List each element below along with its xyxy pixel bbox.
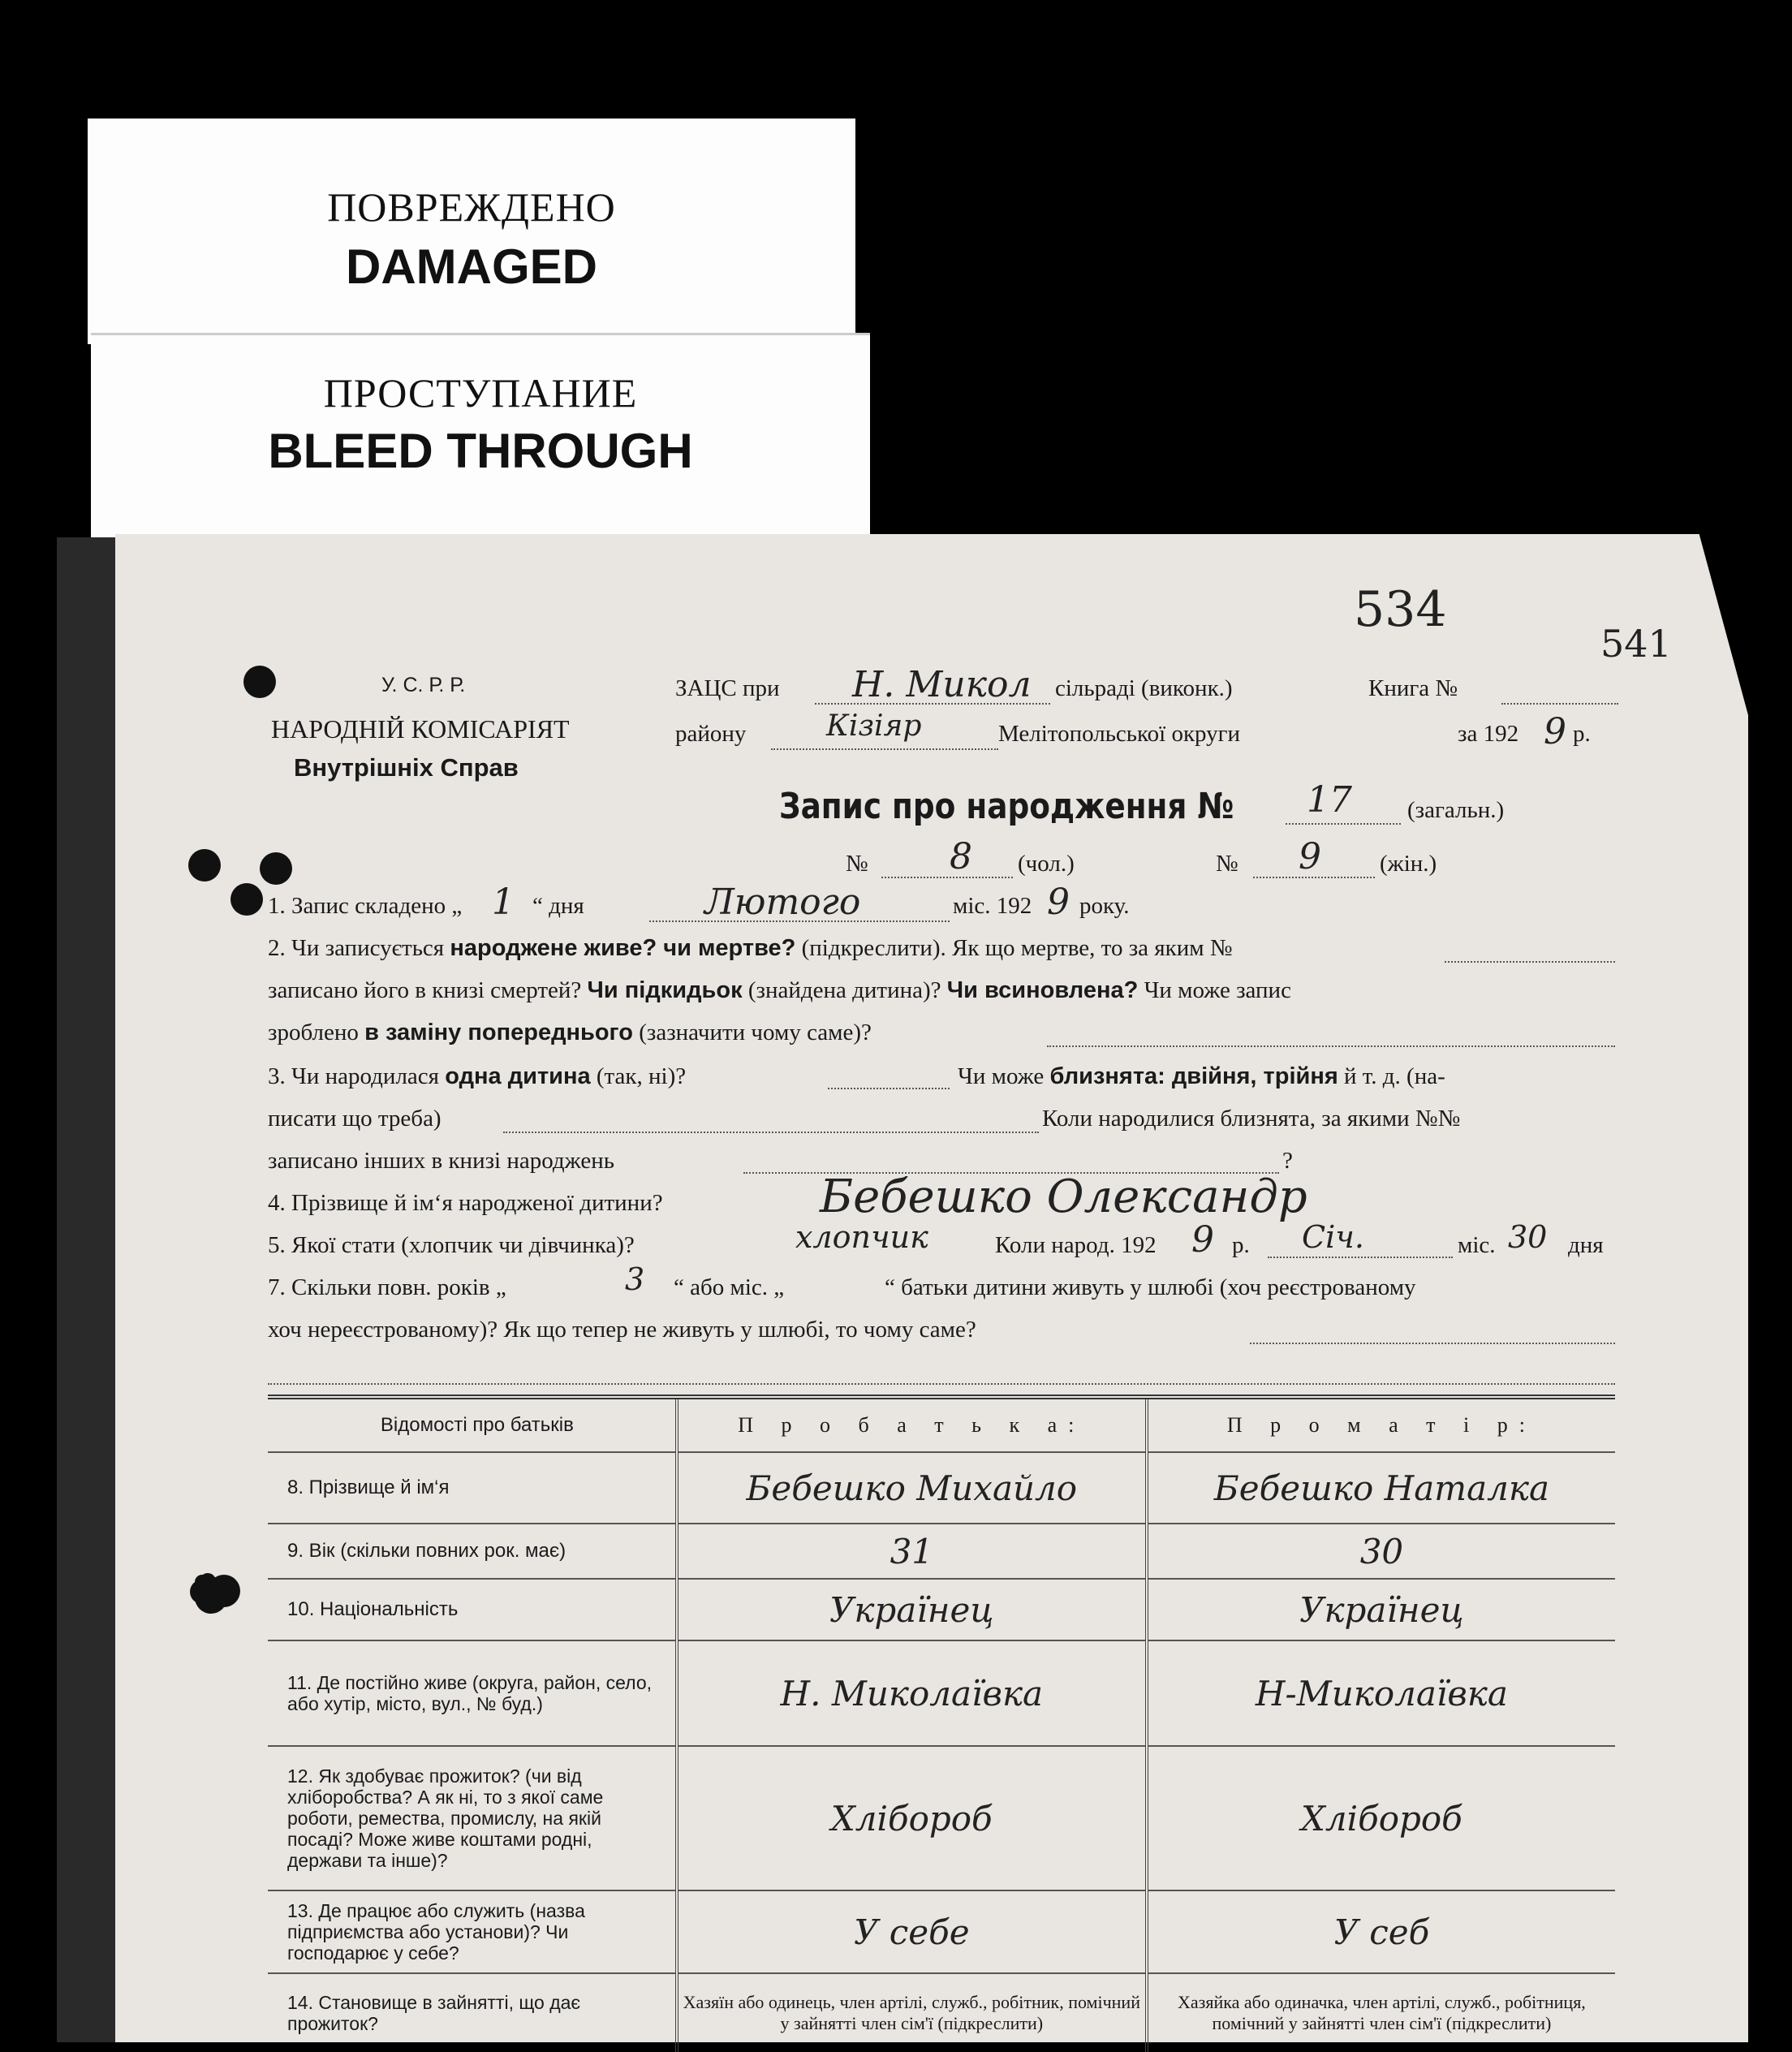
mother-residence-hand: Н-Миколаївка	[1255, 1673, 1508, 1714]
q3-one-child: одна дитина	[445, 1063, 591, 1089]
zags-suffix: сільраді (виконк.)	[1055, 675, 1233, 701]
q7-text-a: 7. Скільки повн. років „	[268, 1274, 506, 1300]
q2-adopted: Чи всиновлена?	[946, 977, 1139, 1003]
q5-text-d: міс.	[1458, 1232, 1496, 1258]
punch-hole	[188, 849, 221, 882]
q1-text-c: міс. 192	[953, 893, 1032, 919]
q2-text-h: Чи може запис	[1138, 977, 1291, 1003]
bleed-label-en: BLEED THROUGH	[268, 424, 693, 478]
mother-nationality-hand: Українец	[1299, 1589, 1464, 1630]
table-row	[268, 1890, 1615, 1973]
paper-left-edge	[57, 537, 122, 2042]
q1-year-hand: 9	[1047, 882, 1070, 923]
male-number-hand: 8	[950, 836, 972, 877]
q3-text-g: писати що треба)	[268, 1106, 442, 1132]
table-header-father: П р о б а т ь к а:	[738, 1413, 1086, 1437]
dotted-line	[1047, 1045, 1615, 1047]
q3-text-j: ?	[1282, 1148, 1293, 1174]
book-label: Книга №	[1368, 675, 1458, 701]
q5-month-hand: Січ.	[1302, 1219, 1364, 1255]
punch-hole	[243, 666, 276, 698]
raion-prefix: району	[675, 721, 747, 747]
dotted-line	[881, 877, 1013, 878]
row-label: 10. Національність	[268, 1579, 677, 1640]
q2-text-d: записано його в книзі смертей?	[268, 977, 588, 1003]
q3-text-c: (так, ні)?	[590, 1063, 687, 1089]
q5-text-a: 5. Якої стати (хлопчик чи дівчинка)?	[268, 1232, 635, 1258]
mother-surname-hand: Бебешко Наталка	[1213, 1468, 1549, 1508]
year-prefix: за 192	[1458, 721, 1519, 747]
table-row	[268, 1973, 1615, 2052]
female-number-suffix: (жін.)	[1380, 851, 1437, 877]
table-row	[268, 1579, 1615, 1640]
male-number-label: №	[846, 851, 868, 877]
commissariat-heading: НАРОДНІЙ КОМІСАРІЯТ	[271, 714, 570, 744]
record-general-label: (загальн.)	[1407, 797, 1505, 823]
q5-year-hand: 9	[1191, 1219, 1214, 1261]
q3-text-d: Чи може	[958, 1063, 1050, 1089]
dotted-line	[1253, 877, 1375, 878]
zags-prefix: ЗАЦС при	[675, 675, 780, 701]
dotted-line	[1286, 823, 1401, 825]
female-number-hand: 9	[1299, 836, 1321, 877]
male-number-suffix: (чол.)	[1018, 851, 1075, 877]
q2-text-k: (зазначити чому саме)?	[632, 1020, 872, 1045]
q2-text-c: (підкреслити). Як що мертве, то за яким №	[795, 935, 1233, 961]
department-heading: Внутрішніх Справ	[294, 753, 519, 782]
table-row	[268, 1452, 1615, 1524]
dotted-line	[503, 1132, 1039, 1133]
punch-hole	[230, 883, 263, 916]
zags-village-hand: Н. Микол	[852, 664, 1032, 705]
bleed-through-label-card	[91, 333, 870, 538]
q2-text-f: (знайдена дитина)?	[742, 977, 947, 1003]
year-hand: 9	[1544, 711, 1566, 752]
ussr-heading: У. С. Р. Р.	[381, 674, 466, 696]
q7-years-hand: 3	[625, 1261, 645, 1297]
q3-twins: близнята: двійня, трійня	[1049, 1063, 1338, 1089]
q5-text-e: дня	[1568, 1232, 1604, 1258]
q2-alive-dead: народжене живе? чи мертве?	[450, 935, 796, 961]
father-workplace-hand: У себе	[854, 1912, 970, 1952]
q5-day-hand: 30	[1508, 1219, 1548, 1255]
record-number-hand: 17	[1307, 779, 1352, 821]
q3-text-i: записано інших в книзі народжень	[268, 1148, 614, 1174]
margin-number-541: 541	[1600, 622, 1672, 666]
table-row	[268, 1640, 1615, 1746]
father-nationality-hand: Українец	[829, 1589, 994, 1630]
q1-day-hand: 1	[492, 882, 515, 923]
q4-text: 4. Прізвище й ім‘я народженої дитини?	[268, 1190, 663, 1216]
damaged-label-ru: ПОВРЕЖДЕНО	[327, 184, 616, 230]
row-label: 11. Де постійно живе (округа, район, село, або хутір, місто, вул., № буд.)	[268, 1640, 677, 1746]
father-occupation-hand: Хлібороб	[830, 1798, 993, 1839]
dotted-line	[1268, 1257, 1453, 1258]
dotted-line	[771, 748, 998, 750]
dotted-line	[268, 1383, 1615, 1385]
row-label: 9. Вік (скільки повних рок. має)	[268, 1524, 677, 1579]
punch-hole	[260, 852, 292, 885]
dotted-line	[1445, 961, 1615, 963]
q4-child-name-hand: Бебешко Олександр	[820, 1170, 1307, 1223]
dotted-line	[649, 920, 950, 922]
q2-text-i: зроблено	[268, 1020, 365, 1045]
record-title: Запис про народження №	[779, 786, 1234, 827]
q1-text-d: року.	[1079, 893, 1130, 919]
mother-status-options: Хазяйка або одиначка, член артілі, служб., робітниця, помічний у зайнятті член сім'ї (підкреслити)	[1147, 1973, 1615, 2052]
q1-text: 1. Запис складено „	[268, 893, 463, 919]
parents-table	[268, 1395, 1615, 2052]
damaged-label-card	[88, 119, 855, 344]
father-status-options: Хазяїн або одинець, член артілі, служб., робітник, помічний у зайнятті член сім'ї (підкреслити)	[677, 1973, 1147, 2052]
dotted-line	[1501, 703, 1618, 705]
mother-workplace-hand: У себ	[1333, 1912, 1430, 1952]
mother-age-hand: 30	[1359, 1531, 1404, 1571]
raion-suffix: Мелітопольської округи	[998, 721, 1241, 747]
dotted-line	[815, 703, 1050, 705]
q5-sex-hand: хлопчик	[795, 1219, 928, 1255]
q7-text-b: “ або міс. „	[674, 1274, 785, 1300]
q7-text-c: “ батьки дитини живуть у шлюбі (хоч реєстрованому	[885, 1274, 1416, 1300]
raion-hand: Кізіяр	[826, 709, 922, 743]
bleed-label-ru: ПРОСТУПАНИЕ	[323, 370, 638, 416]
row-label: 12. Як здобуває прожиток? (чи від хліборобства? А як ні, то з якої саме роботи, ремества, промислу, на якій посаді? Може живе коштами родні, держави та інше)?	[268, 1746, 677, 1890]
father-residence-hand: Н. Миколаївка	[780, 1673, 1044, 1714]
row-label: 8. Прізвище й ім‘я	[268, 1452, 677, 1524]
q3-text-h: Коли народилися близнята, за якими №№	[1042, 1106, 1461, 1132]
row-label: 14. Становище в зайнятті, що дає прожиток?	[287, 1992, 581, 2034]
dotted-line	[1250, 1343, 1615, 1344]
mother-occupation-hand: Хлібороб	[1301, 1798, 1462, 1839]
q3-text-f: й т. д. (на-	[1338, 1063, 1445, 1089]
q2-text-a: 2. Чи записується	[268, 935, 450, 961]
table-header-info: Відомості про батьків	[268, 1397, 677, 1452]
year-suffix: р.	[1573, 721, 1591, 747]
table-row	[268, 1524, 1615, 1579]
father-age-hand: 31	[890, 1531, 934, 1571]
q2-replacement: в заміну попереднього	[364, 1020, 633, 1045]
q7-text-d: хоч нереєстрованому)? Як що тепер не живуть у шлюбі, то чому саме?	[268, 1317, 976, 1343]
q2-foundling: Чи підкидьок	[587, 977, 743, 1003]
damaged-label-en: DAMAGED	[346, 239, 597, 294]
q5-text-c: р.	[1232, 1232, 1250, 1258]
female-number-label: №	[1216, 851, 1238, 877]
q1-month-hand: Лютого	[704, 882, 861, 923]
table-header-mother: П р о м а т і р:	[1226, 1413, 1536, 1437]
table-row	[268, 1746, 1615, 1890]
dotted-line	[828, 1088, 950, 1089]
row-label: 13. Де працює або служить (назва підприємства або установи)? Чи господарює у себе?	[268, 1890, 677, 1973]
q3-text-a: 3. Чи народилася	[268, 1063, 446, 1089]
q5-text-b: Коли народ. 192	[995, 1232, 1157, 1258]
table-header-row	[268, 1397, 1615, 1452]
father-surname-hand: Бебешко Михайло	[746, 1468, 1078, 1508]
punch-hole	[195, 1581, 227, 1614]
q1-text-b: “ дня	[532, 893, 584, 919]
margin-number-534: 534	[1354, 581, 1447, 638]
